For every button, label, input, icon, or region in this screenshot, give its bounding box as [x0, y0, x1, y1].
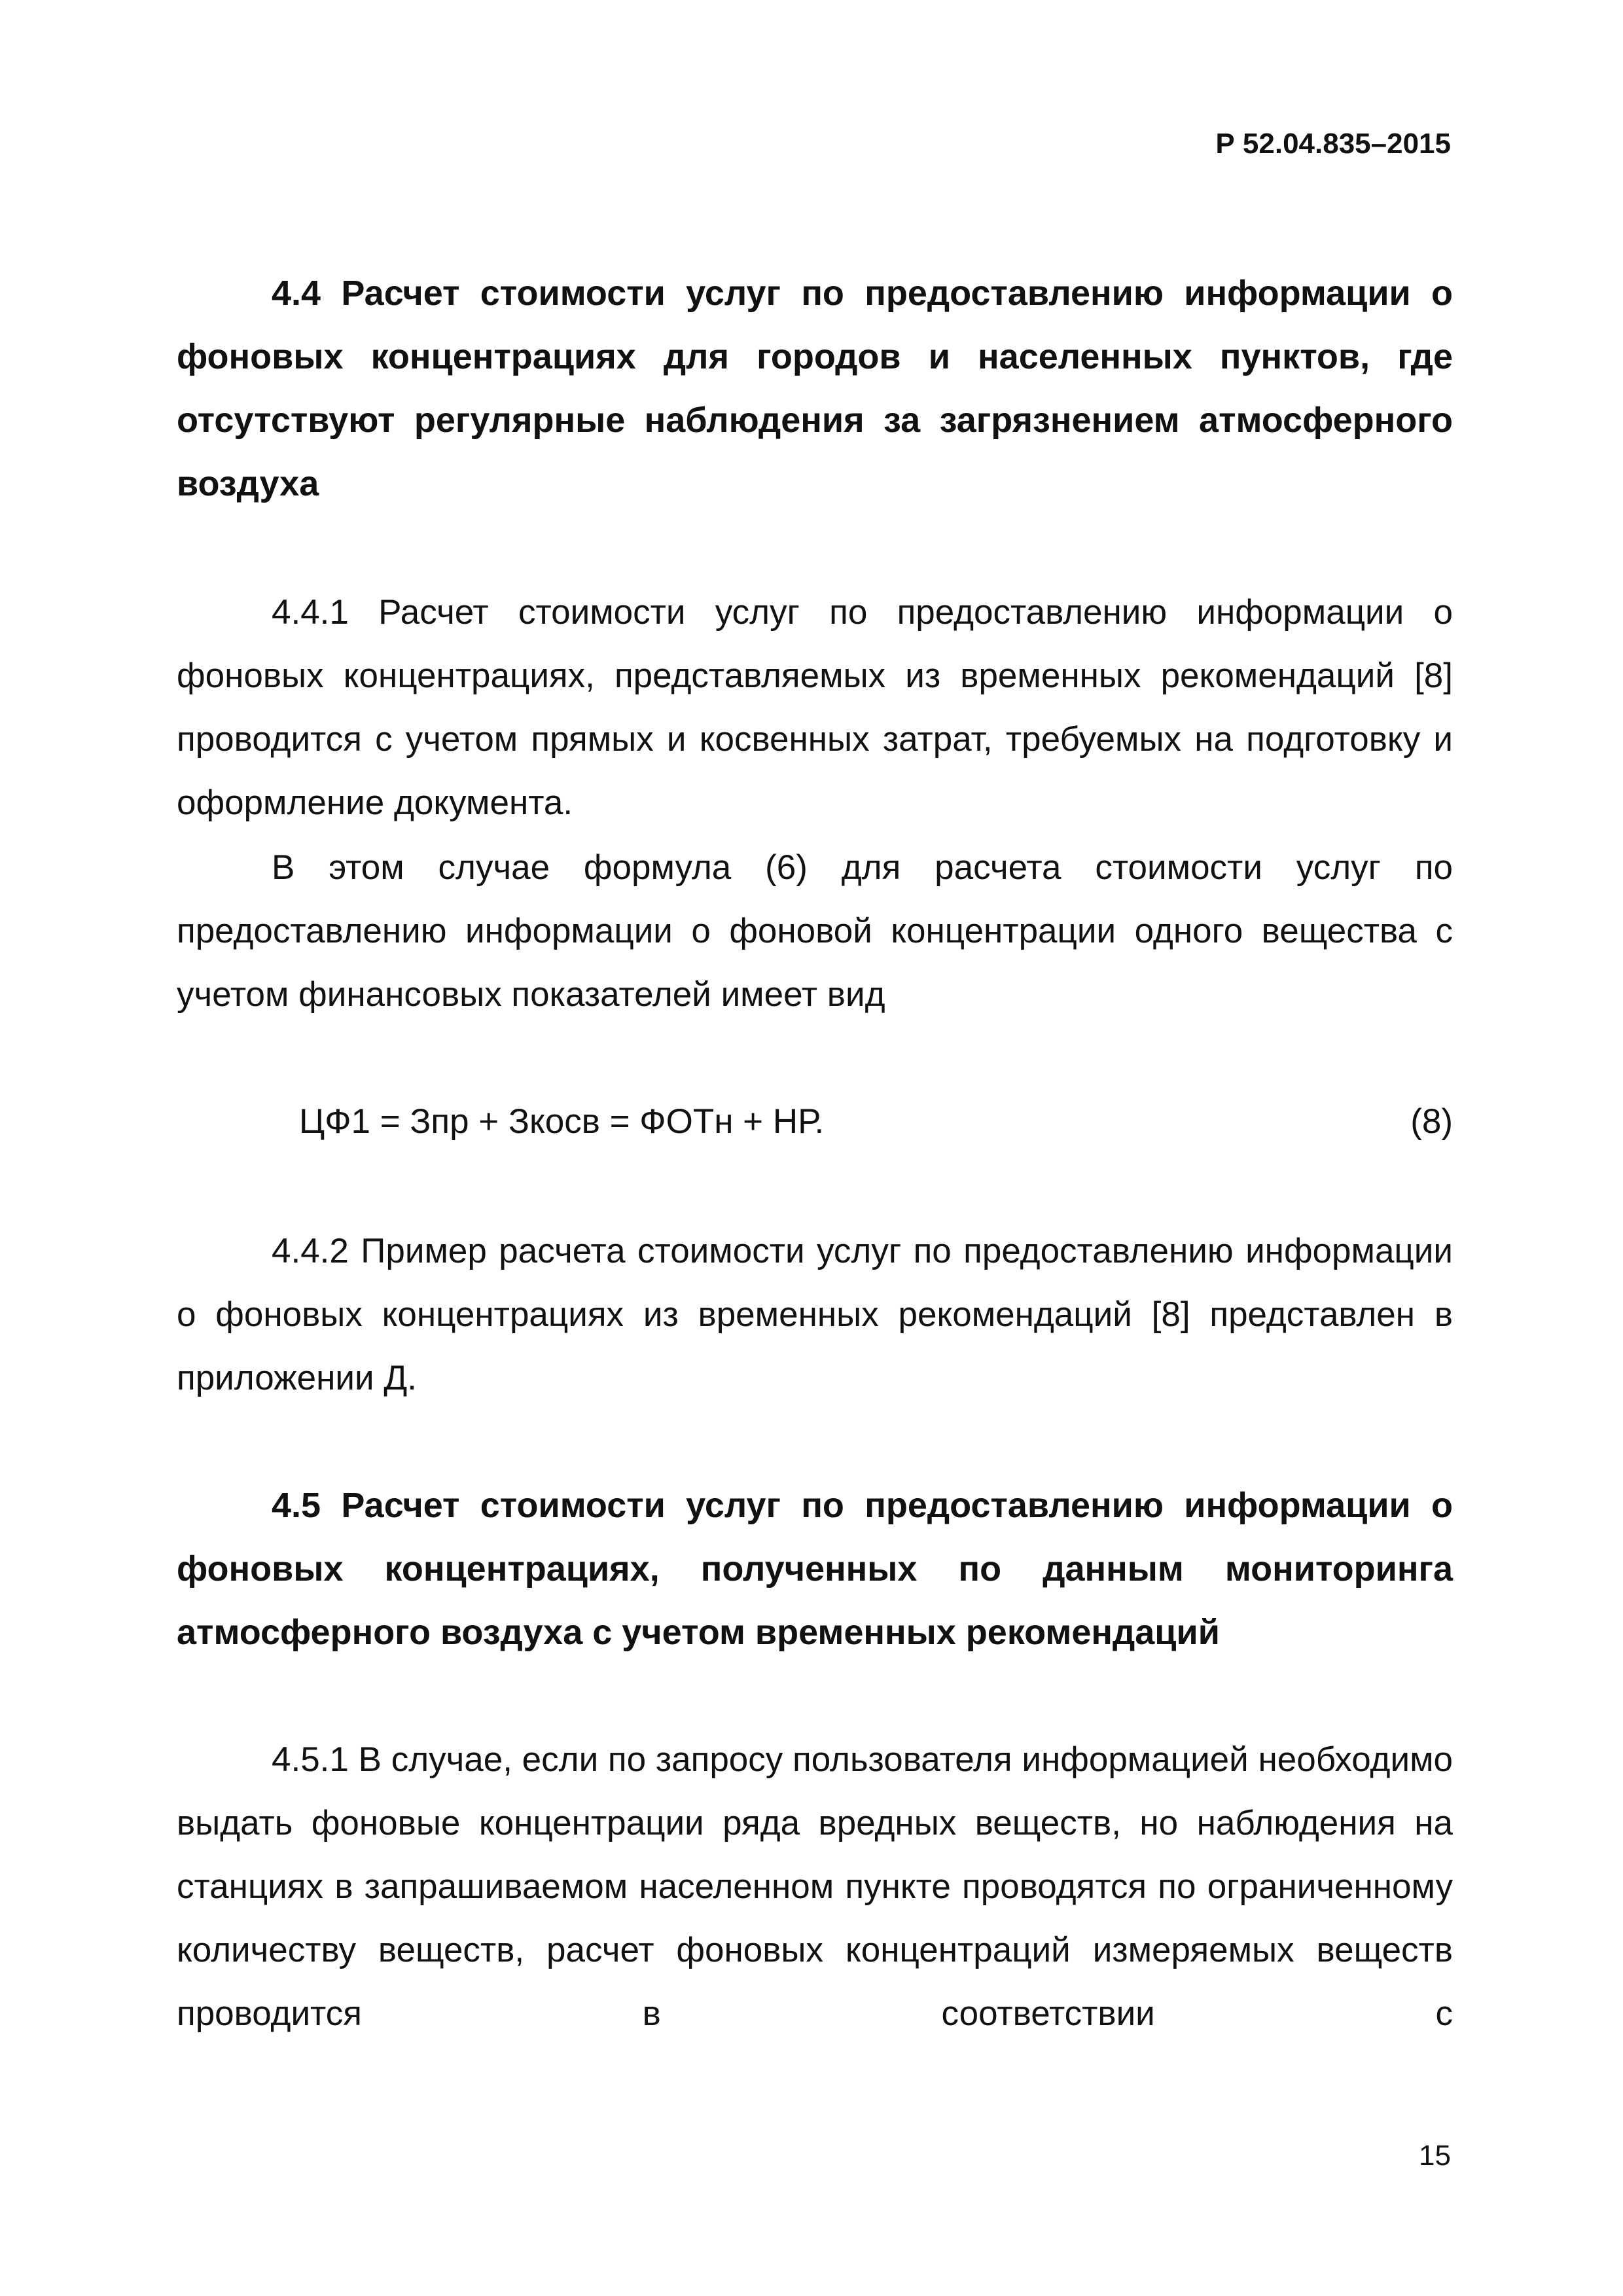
document-code: Р 52.04.835–2015: [1215, 128, 1451, 160]
formula-row: [177, 1090, 1453, 1153]
paragraph-4-4-1: 4.4.1 Расчет стоимости услуг по предоставлению информации о фоновых концентрациях, представляемых из временных рекомендаций [8] проводится с учетом прямых и косвенных затрат, требуемых на подготовку и оформление документа.: [177, 593, 1453, 822]
formula-8: ЦФ1 = Зпр + Зкосв = ФОТн + НР.: [299, 1102, 825, 1141]
page-number: 15: [1419, 2140, 1451, 2172]
section-4-4-heading: 4.4 Расчет стоимости услуг по предоставлению информации о фоновых концентрациях для городов и населенных пунктов, где отсутствуют регулярные наблюдения за загрязнением атмосферного воздуха: [177, 274, 1453, 503]
formula-number: (8): [1410, 1102, 1453, 1141]
paragraph-4-5-1: 4.5.1 В случае, если по запросу пользователя информацией необходимо выдать фоновые концентрации ряда вредных веществ, но наблюдения на станциях в запрашиваемом населенном пункте проводятся по ограниченному количеству веществ, расчет фоновых концентраций измеряемых веществ проводится в соответствии с: [177, 1740, 1453, 2033]
paragraph-4-4-2: 4.4.2 Пример расчета стоимости услуг по предоставлению информации о фоновых концентрациях из временных рекомендаций [8] представлен в приложении Д.: [177, 1232, 1453, 1397]
paragraph-4-4-1-continuation: В этом случае формула (6) для расчета стоимости услуг по предоставлению информации о фоновой концентрации одного вещества с учетом финансовых показателей имеет вид: [177, 848, 1453, 1014]
section-4-5-heading: 4.5 Расчет стоимости услуг по предоставлению информации о фоновых концентрациях, полученных по данным мониторинга атмосферного воздуха с учетом временных рекомендаций: [177, 1486, 1453, 1652]
